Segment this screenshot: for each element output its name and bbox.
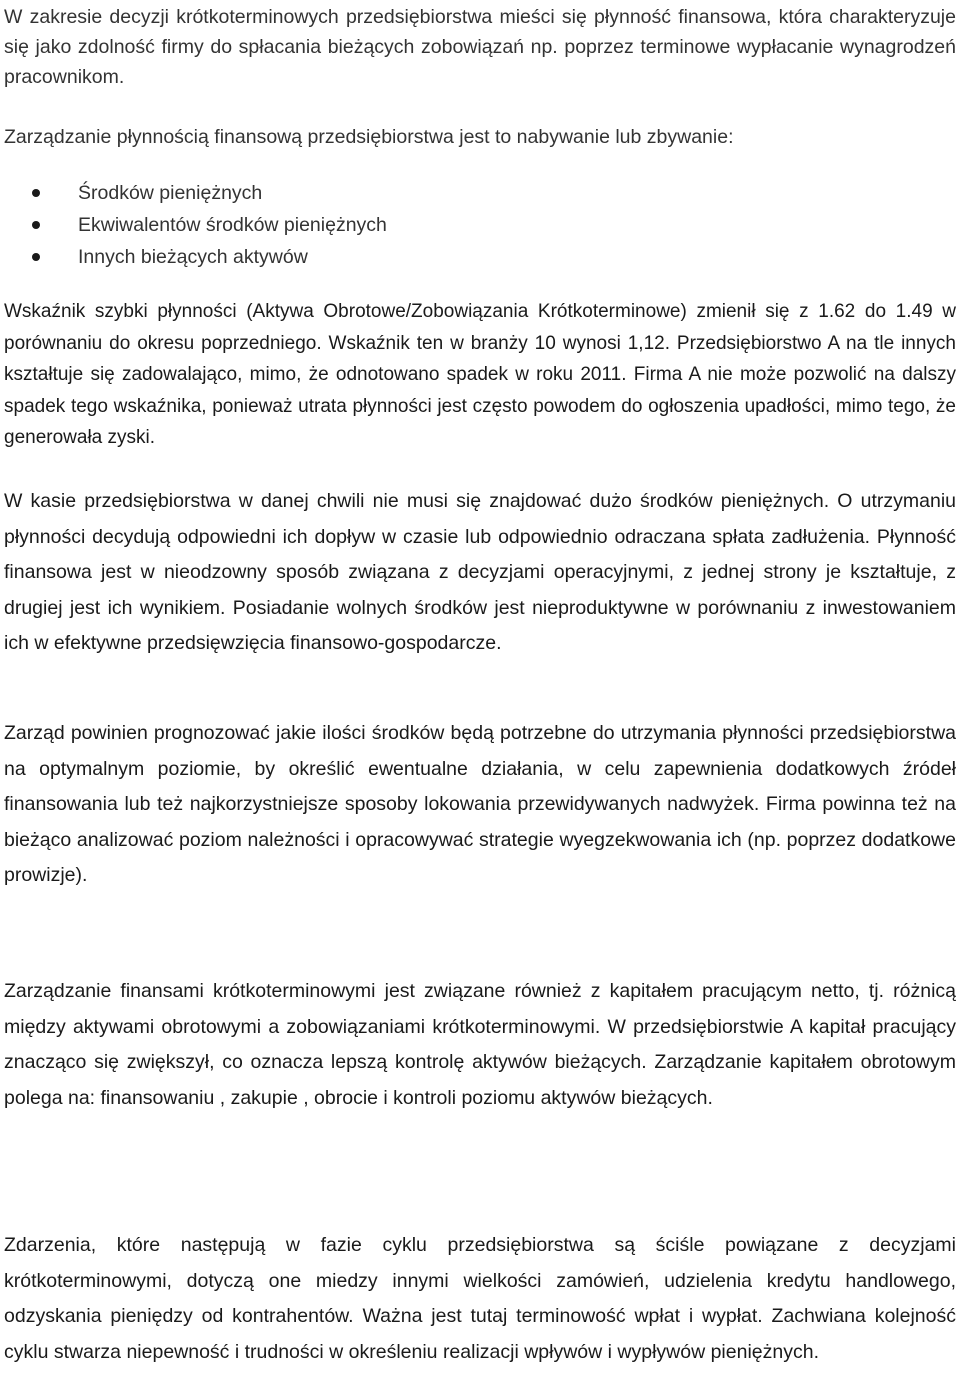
working-capital-paragraph: Zarządzanie finansami krótkoterminowymi jest związane również z kapitałem pracującym netto, tj. różnicą między aktywami obrotowymi a zobowiązaniami krótkoterminowymi. W przedsiębiorstwie A kapitał pracujący znacząco się zwiększył, co oznacza lepszą kontrolę aktywów bieżących. Zarządzanie kapitałem obrotowym polega na: finansowaniu , zakupie , obrocie i kontroli poziomu aktywów bieżących. — [4, 980, 956, 1109]
list-item — [0, 177, 940, 209]
bullet-icon — [32, 221, 40, 229]
forecast-paragraph: Zarząd powinien prognozować jakie ilości środków będą potrzebne do utrzymania płynności przedsiębiorstwa na optymalnym poziomie, by określić ewentualne działania, w celu zapewnienia dodatkowych źródeł finansowania lub też najkorzystniejsze sposoby lokowania przewidywanych nadwyżek. Firma powinna też na bieżąco analizować poziom należności i opracowywać strategie wyegzekwowania ich (np. poprzez dodatkowe prowizje). — [4, 722, 956, 886]
list-item — [0, 241, 940, 273]
business-cycle-paragraph: Zdarzenia, które następują w fazie cyklu przedsiębiorstwa są ściśle powiązane z decyzjami krótkoterminowymi, dotyczą one miedzy innymi wielkości zamówień, udzielenia kredytu handlowego, odzyskania pieniędzy od kontrahentów. Ważna jest tutaj terminowość wpłat i wypłat. Zachwiana kolejność cyklu stwarza niepewność i trudności w określeniu realizacji wpływów i wypływów pieniężnych. — [4, 1234, 956, 1363]
list-item — [0, 209, 940, 241]
list-item-label: Środków pieniężnych — [78, 182, 263, 204]
list-item-label: Innych bieżących aktywów — [78, 246, 308, 268]
cash-paragraph: W kasie przedsiębiorstwa w danej chwili nie musi się znajdować dużo środków pieniężnych. O utrzymaniu płynności decydują odpowiedni ich dopływ w czasie lub odpowiednio odraczana spłata zadłużenia. Płynność finansowa jest w nieodzowny sposób związana z decyzjami operacyjnymi, z jednej strony je kształtuje, z drugiej jest ich wynikiem. Posiadanie wolnych środków jest nieproduktywne w porównaniu z inwestowaniem ich w efektywne przedsięwzięcia finansowo-gospodarcze. — [4, 490, 956, 654]
intro-paragraph: W zakresie decyzji krótkoterminowych przedsiębiorstwa mieści się płynność finansowa, która charakteryzuje się jako zdolność firmy do spłacania bieżących zobowiązań np. poprzez terminowe wypłacanie wynagrodzeń pracownikom. — [4, 6, 956, 88]
bullet-icon — [32, 253, 40, 261]
list-item-label: Ekwiwalentów środków pieniężnych — [78, 214, 387, 236]
management-intro-paragraph: Zarządzanie płynnością finansową przedsiębiorstwa jest to nabywanie lub zbywanie: — [4, 126, 734, 148]
bullet-icon — [32, 189, 40, 197]
quick-ratio-paragraph: Wskaźnik szybki płynności (Aktywa Obrotowe/Zobowiązania Krótkoterminowe) zmienił się z 1.62 do 1.49 w porównaniu do okresu poprzedniego. Wskaźnik ten w branży 10 wynosi 1,12. Przedsiębiorstwo A na tle innych kształtuje się zadowalająco, mimo, że odnotowano spadek w roku 2011. Firma A nie może pozwolić na dalszy spadek tego wskaźnika, ponieważ utrata płynności jest często powodem do ogłoszenia upadłości, mimo tego, że generowała zyski. — [4, 301, 956, 448]
asset-bullet-list — [0, 177, 940, 273]
